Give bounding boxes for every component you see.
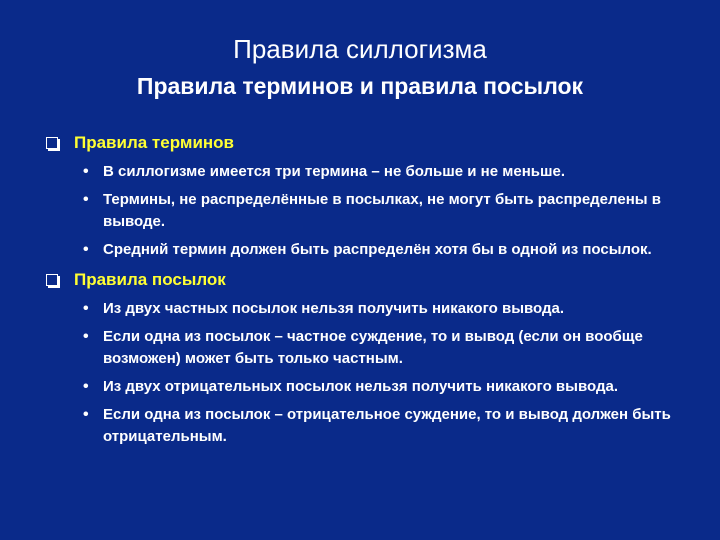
bullet-icon: • bbox=[83, 241, 89, 258]
list-item bbox=[44, 326, 694, 370]
bullet-icon: • bbox=[83, 406, 89, 423]
section-heading-label: Правила терминов bbox=[74, 133, 235, 152]
list-item-text: Если одна из посылок – отрицательное суждение, то и вывод должен быть отрицательным. bbox=[103, 406, 671, 445]
checkbox-icon bbox=[46, 274, 58, 286]
bullet-icon: • bbox=[83, 163, 89, 180]
bullet-icon: • bbox=[83, 328, 89, 345]
list-item-text: Средний термин должен быть распределён хотя бы в одной из посылок. bbox=[103, 241, 652, 258]
list-item-text: Если одна из посылок – частное суждение, то и вывод (если он вообще возможен) может быть только частным. bbox=[103, 328, 643, 367]
list-item bbox=[44, 239, 694, 261]
slide-body bbox=[44, 132, 694, 454]
list-item bbox=[44, 298, 694, 320]
slide-subtitle: Правила терминов и правила посылок bbox=[136, 73, 584, 99]
list-item bbox=[44, 189, 694, 233]
list-item-text: Из двух частных посылок нельзя получить никакого вывода. bbox=[103, 300, 565, 317]
bullet-icon: • bbox=[83, 378, 89, 395]
checkbox-icon bbox=[46, 137, 58, 149]
section-heading-premises bbox=[44, 269, 694, 291]
list-item bbox=[44, 376, 694, 398]
bullet-icon: • bbox=[83, 191, 89, 208]
list-item bbox=[44, 161, 694, 183]
bullet-icon: • bbox=[83, 300, 89, 317]
list-item-text: Термины, не распределённые в посылках, не могут быть распределены в выводе. bbox=[103, 191, 661, 230]
list-item bbox=[44, 404, 694, 448]
list-item-text: Из двух отрицательных посылок нельзя получить никакого вывода. bbox=[103, 378, 618, 395]
list-item-text: В силлогизме имеется три термина – не больше и не меньше. bbox=[103, 163, 565, 180]
section-heading-terms bbox=[44, 132, 694, 154]
section-heading-label: Правила посылок bbox=[74, 270, 226, 289]
slide-title: Правила силлогизма bbox=[233, 34, 487, 64]
